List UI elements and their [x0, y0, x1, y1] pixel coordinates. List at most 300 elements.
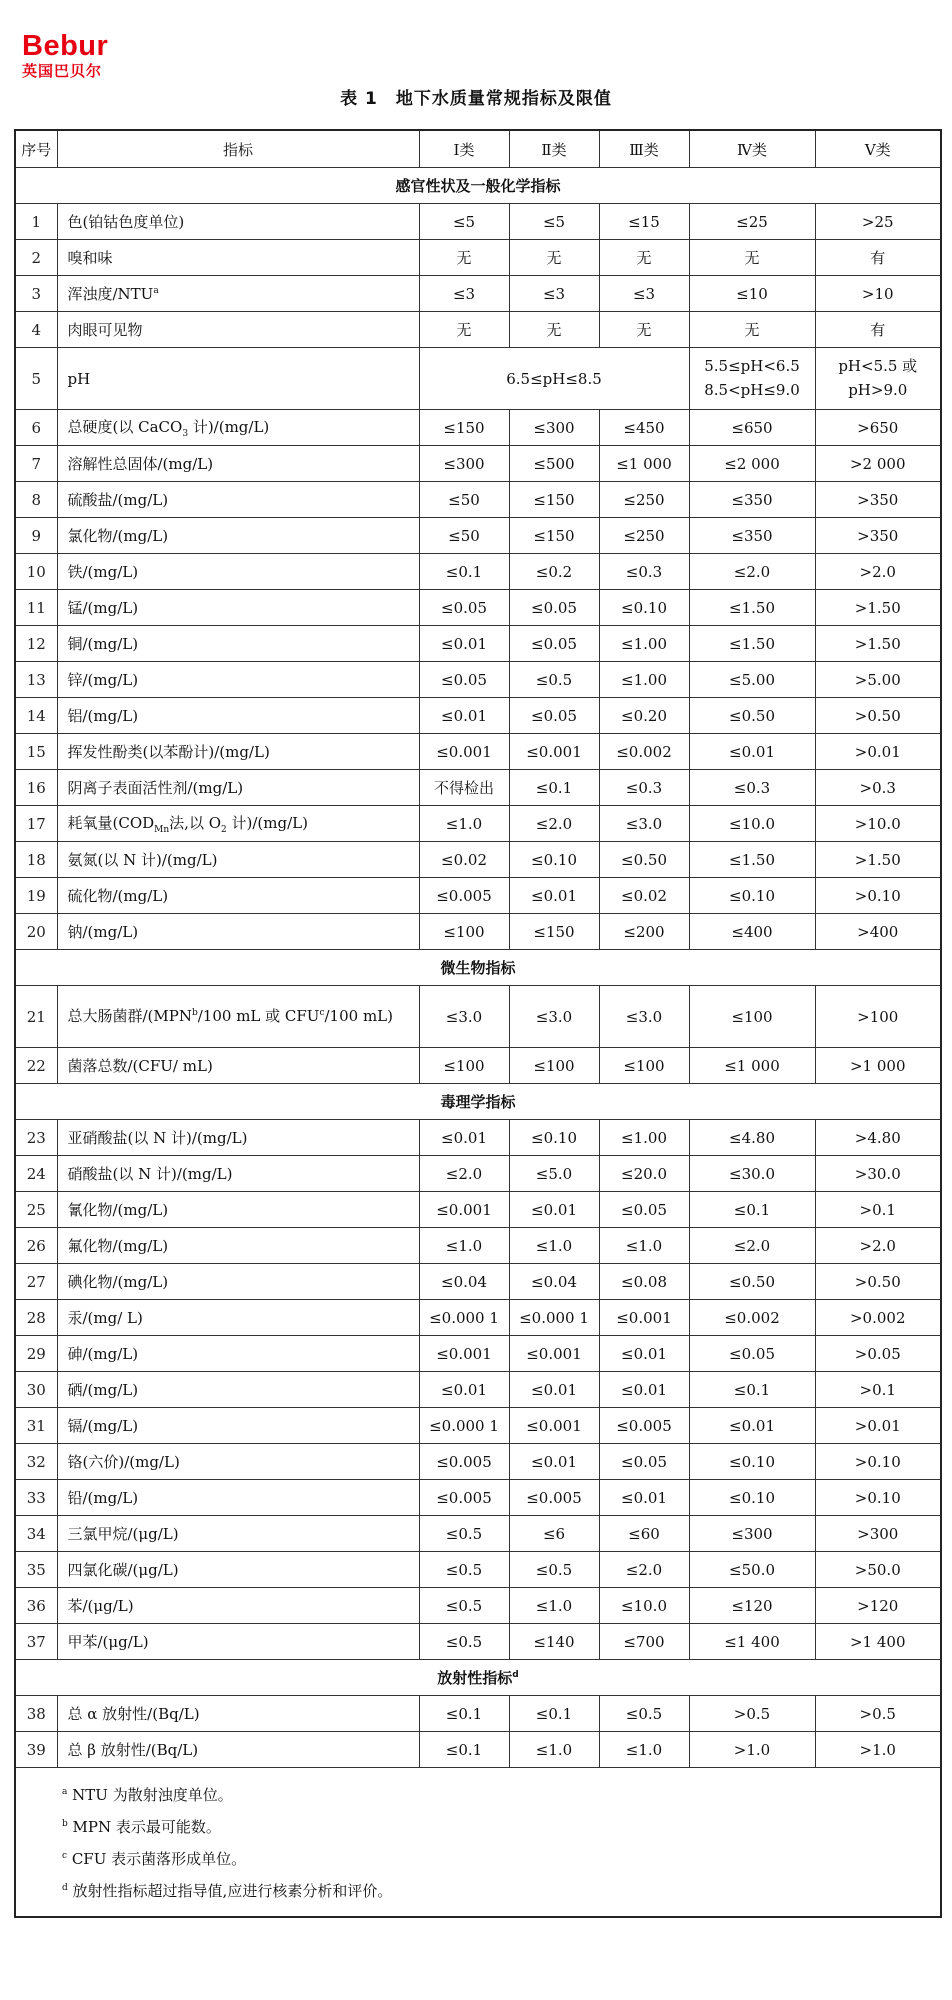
limit-class-1: ≤300: [419, 446, 509, 482]
limit-class-1: ≤100: [419, 1048, 509, 1084]
limit-class-4: ≤25: [689, 204, 815, 240]
limit-line: 8.5<pH≤9.0: [704, 380, 800, 399]
limit-class-4: ≤0.3: [689, 770, 815, 806]
limit-class-4: ≤120: [689, 1588, 815, 1624]
limit-class-1: ≤0.005: [419, 878, 509, 914]
limit-class-2: ≤0.5: [509, 1552, 599, 1588]
indicator-name: [57, 986, 419, 1048]
limit-class-5: >1.0: [815, 1732, 941, 1768]
indicator-name: [57, 482, 419, 518]
limit-class-2: ≤0.2: [509, 554, 599, 590]
limit-class-1: ≤0.04: [419, 1264, 509, 1300]
limit-class-3: ≤10.0: [599, 1588, 689, 1624]
indicator-name: [57, 1228, 419, 1264]
limit-class-2: ≤150: [509, 518, 599, 554]
indicator-text: 总大肠菌群/(MPN: [67, 1006, 192, 1025]
limit-class-5: 有: [815, 240, 941, 276]
limit-class-4: 无: [689, 240, 815, 276]
limit-class-4: ≤0.1: [689, 1372, 815, 1408]
indicator-text: 苯/(μg/L): [67, 1597, 134, 1615]
indicator-name: [57, 276, 419, 312]
limit-class-5: >2.0: [815, 1228, 941, 1264]
limit-class-3: ≤3.0: [599, 806, 689, 842]
indicator-text: 砷/(mg/L): [67, 1345, 139, 1363]
limit-class-2: ≤0.05: [509, 698, 599, 734]
indicator-name: [57, 1048, 419, 1084]
indicator-name: [57, 240, 419, 276]
table-row: [15, 1300, 941, 1336]
indicator-text: 总 α 放射性/(Bq/L): [67, 1705, 200, 1723]
table-row: [15, 1516, 941, 1552]
limit-class-3: ≤2.0: [599, 1552, 689, 1588]
limit-class-5: >300: [815, 1516, 941, 1552]
limit-class-3: ≤0.3: [599, 554, 689, 590]
section-header: [15, 1660, 941, 1696]
limit-class-4: ≤0.002: [689, 1300, 815, 1336]
limit-class-1: ≤0.000 1: [419, 1408, 509, 1444]
section-title: [15, 1660, 941, 1696]
limit-class-4: ≤0.10: [689, 1480, 815, 1516]
limit-class-3: ≤0.08: [599, 1264, 689, 1300]
limit-class-3: ≤200: [599, 914, 689, 950]
limit-class-3: ≤0.05: [599, 1444, 689, 1480]
groundwater-quality-table: [14, 129, 942, 1918]
limit-class-5: 有: [815, 312, 941, 348]
table-row: [15, 698, 941, 734]
limit-class-4: ≤1 000: [689, 1048, 815, 1084]
indicator-text: 锌/(mg/L): [67, 671, 139, 689]
indicator-name: [57, 1192, 419, 1228]
row-seq: 37: [15, 1624, 57, 1660]
limit-class-3: ≤0.01: [599, 1336, 689, 1372]
indicator-name: [57, 914, 419, 950]
indicator-text: 亚硝酸盐(以 N 计)/(mg/L): [67, 1129, 248, 1147]
indicator-name: [57, 1120, 419, 1156]
row-seq: 19: [15, 878, 57, 914]
limit-class-2: ≤1.0: [509, 1228, 599, 1264]
indicator-name: [57, 806, 419, 842]
indicator-text: 总硬度(以 CaCO: [67, 418, 183, 436]
indicator-name: [57, 698, 419, 734]
limit-class-1: ≤0.1: [419, 1696, 509, 1732]
limit-class-4: 无: [689, 312, 815, 348]
indicator-name: [57, 1300, 419, 1336]
indicator-text: 镉/(mg/L): [67, 1417, 139, 1435]
table-row: [15, 1408, 941, 1444]
limit-class-2: ≤0.000 1: [509, 1300, 599, 1336]
limit-class-5: >400: [815, 914, 941, 950]
limit-class-5: >50.0: [815, 1552, 941, 1588]
indicator-name: [57, 1588, 419, 1624]
row-seq: 31: [15, 1408, 57, 1444]
note: [62, 1842, 940, 1874]
indicator-text: 硝酸盐(以 N 计)/(mg/L): [67, 1165, 233, 1183]
indicator-name: [57, 734, 419, 770]
limit-class-3: ≤20.0: [599, 1156, 689, 1192]
limit-class-4: [689, 348, 815, 410]
row-seq: 16: [15, 770, 57, 806]
note-text: NTU 为散射浊度单位。: [72, 1786, 233, 1804]
table-row: [15, 806, 941, 842]
table-number: 表 1: [340, 89, 378, 109]
table-row: [15, 1444, 941, 1480]
limit-class-2: ≤0.05: [509, 590, 599, 626]
row-seq: 38: [15, 1696, 57, 1732]
limit-class-5: >350: [815, 482, 941, 518]
table-row: [15, 554, 941, 590]
limit-class-3: ≤1.0: [599, 1732, 689, 1768]
limit-class-1: ≤0.001: [419, 734, 509, 770]
table-row: [15, 1336, 941, 1372]
indicator-text: 溶解性总固体/(mg/L): [67, 455, 214, 473]
header-indicator: 指标: [57, 130, 419, 168]
limit-class-4: ≤650: [689, 410, 815, 446]
table-row: [15, 1732, 941, 1768]
limit-class-2: ≤1.0: [509, 1732, 599, 1768]
indicator-text: 三氯甲烷/(μg/L): [67, 1525, 179, 1543]
limit-class-1: ≤0.001: [419, 1192, 509, 1228]
row-seq: 39: [15, 1732, 57, 1768]
row-seq: 21: [15, 986, 57, 1048]
row-seq: 23: [15, 1120, 57, 1156]
limit-class-1: ≤3: [419, 276, 509, 312]
row-seq: 22: [15, 1048, 57, 1084]
indicator-text: 挥发性酚类(以苯酚计)/(mg/L): [67, 743, 270, 761]
row-seq: 24: [15, 1156, 57, 1192]
indicator-name: [57, 626, 419, 662]
indicator-name: [57, 312, 419, 348]
limit-class-3: ≤250: [599, 482, 689, 518]
note-mark: a: [62, 1787, 68, 1797]
header-row: [15, 130, 941, 168]
section-title: [15, 950, 941, 986]
row-seq: 6: [15, 410, 57, 446]
limit-class-3: ≤0.3: [599, 770, 689, 806]
section-header: [15, 950, 941, 986]
limit-class-1: ≤2.0: [419, 1156, 509, 1192]
indicator-text: 铝/(mg/L): [67, 707, 139, 725]
table-row: [15, 1480, 941, 1516]
table-row: [15, 518, 941, 554]
limit-class-5: >0.01: [815, 1408, 941, 1444]
indicator-text: 氨氮(以 N 计)/(mg/L): [67, 851, 218, 869]
indicator-name: [57, 446, 419, 482]
footnote-mark: b: [191, 1007, 198, 1018]
limit-class-1: ≤1.0: [419, 1228, 509, 1264]
limit-class-5: >0.05: [815, 1336, 941, 1372]
limit-class-4: ≤100: [689, 986, 815, 1048]
section-header: [15, 1084, 941, 1120]
table-row: [15, 312, 941, 348]
indicator-name: [57, 518, 419, 554]
limit-class-4: ≤1.50: [689, 626, 815, 662]
limit-class-2: ≤0.005: [509, 1480, 599, 1516]
limit-class-4: ≤0.01: [689, 734, 815, 770]
limit-class-4: ≤1.50: [689, 590, 815, 626]
note-text: CFU 表示菌落形成单位。: [71, 1850, 247, 1868]
limit-class-2: ≤0.01: [509, 1444, 599, 1480]
limit-class-1: ≤0.01: [419, 1120, 509, 1156]
limit-class-5: >2.0: [815, 554, 941, 590]
limit-class-4: ≤1.50: [689, 842, 815, 878]
row-seq: 26: [15, 1228, 57, 1264]
limit-class-5: [815, 348, 941, 410]
note: [62, 1778, 940, 1810]
limit-class-1: ≤0.01: [419, 626, 509, 662]
limit-class-4: ≤350: [689, 482, 815, 518]
table-row: [15, 410, 941, 446]
limit-class-3: ≤60: [599, 1516, 689, 1552]
limit-class-3: 无: [599, 312, 689, 348]
row-seq: 8: [15, 482, 57, 518]
limit-class-4: ≤0.10: [689, 878, 815, 914]
row-seq: 30: [15, 1372, 57, 1408]
limit-class-4: >0.5: [689, 1696, 815, 1732]
limit-class-3: ≤0.5: [599, 1696, 689, 1732]
indicator-name: [57, 1480, 419, 1516]
indicator-text: 嗅和味: [67, 249, 113, 267]
limit-class-3: ≤0.005: [599, 1408, 689, 1444]
indicator-name: [57, 554, 419, 590]
limit-class-3: ≤450: [599, 410, 689, 446]
indicator-text: 铜/(mg/L): [67, 635, 139, 653]
note: [62, 1810, 940, 1842]
limit-class-5: >0.01: [815, 734, 941, 770]
row-seq: 5: [15, 348, 57, 410]
limit-class-4: ≤10.0: [689, 806, 815, 842]
row-seq: 9: [15, 518, 57, 554]
limit-class-3: ≤1.0: [599, 1228, 689, 1264]
limit-class-4: ≤5.00: [689, 662, 815, 698]
limit-class-2: ≤5.0: [509, 1156, 599, 1192]
limit-class-4: ≤0.01: [689, 1408, 815, 1444]
limit-class-2: ≤0.1: [509, 770, 599, 806]
table-row: [15, 276, 941, 312]
limit-class-4: ≤0.50: [689, 698, 815, 734]
indicator-text: 硫酸盐/(mg/L): [67, 491, 169, 509]
limit-line: pH<5.5 或: [838, 357, 918, 376]
notes-row: [15, 1768, 941, 1918]
limit-class-5: >1.50: [815, 626, 941, 662]
indicator-text: 菌落总数/(CFU/ mL): [67, 1057, 213, 1075]
limit-line: 5.5≤pH<6.5: [704, 357, 800, 376]
row-seq: 18: [15, 842, 57, 878]
indicator-text: 甲苯/(μg/L): [67, 1633, 149, 1651]
section-title-text: 微生物指标: [440, 959, 516, 977]
note-mark: c: [62, 1851, 68, 1861]
row-seq: 17: [15, 806, 57, 842]
row-seq: 2: [15, 240, 57, 276]
row-seq: 33: [15, 1480, 57, 1516]
limit-class-2: ≤0.01: [509, 1372, 599, 1408]
limit-class-2: ≤3.0: [509, 986, 599, 1048]
indicator-name: [57, 770, 419, 806]
indicator-text: 法,以 O: [169, 814, 222, 832]
limit-class-2: ≤140: [509, 1624, 599, 1660]
limit-class-4: ≤4.80: [689, 1120, 815, 1156]
limit-class-3: ≤1.00: [599, 662, 689, 698]
table-row: [15, 626, 941, 662]
indicator-text: 肉眼可见物: [67, 321, 143, 339]
indicator-name: [57, 1336, 419, 1372]
limit-class-4: ≤2.0: [689, 554, 815, 590]
limit-class-1: ≤3.0: [419, 986, 509, 1048]
indicator-name: [57, 590, 419, 626]
limit-class-1: ≤150: [419, 410, 509, 446]
limit-class-5: >0.1: [815, 1372, 941, 1408]
note-text: MPN 表示最可能数。: [72, 1818, 221, 1836]
limit-class-2: 无: [509, 312, 599, 348]
limit-class-5: >5.00: [815, 662, 941, 698]
limit-class-2: ≤0.5: [509, 662, 599, 698]
indicator-text: 汞/(mg/ L): [67, 1309, 143, 1327]
indicator-name: [57, 348, 419, 410]
row-seq: 10: [15, 554, 57, 590]
notes-cell: [15, 1768, 941, 1918]
table-row: [15, 204, 941, 240]
limit-class-5: >350: [815, 518, 941, 554]
limit-class-5: >0.3: [815, 770, 941, 806]
indicator-text: /100 mL 或 CFU: [197, 1006, 320, 1025]
limit-class-2: ≤2.0: [509, 806, 599, 842]
indicator-text: 铬(六价)/(mg/L): [67, 1453, 180, 1471]
limit-class-2: ≤0.10: [509, 842, 599, 878]
indicator-name: [57, 1372, 419, 1408]
limit-class-5: >30.0: [815, 1156, 941, 1192]
limit-class-4: ≤0.05: [689, 1336, 815, 1372]
limit-class-1: ≤0.000 1: [419, 1300, 509, 1336]
indicator-text: 锰/(mg/L): [67, 599, 139, 617]
footnote-mark: a: [153, 286, 159, 296]
indicator-name: [57, 1156, 419, 1192]
row-seq: 32: [15, 1444, 57, 1480]
limit-class-4: ≤2 000: [689, 446, 815, 482]
table-title-text: 地下水质量常规指标及限值: [395, 89, 612, 109]
limit-class-3: 无: [599, 240, 689, 276]
table-row: [15, 914, 941, 950]
limit-class-5: >1 400: [815, 1624, 941, 1660]
row-seq: 4: [15, 312, 57, 348]
row-seq: 25: [15, 1192, 57, 1228]
limit-class-3: ≤1.00: [599, 626, 689, 662]
table-row: [15, 240, 941, 276]
row-seq: 14: [15, 698, 57, 734]
indicator-text: 四氯化碳/(μg/L): [67, 1561, 179, 1579]
limit-class-1: ≤0.005: [419, 1444, 509, 1480]
header-class-2: Ⅱ类: [509, 130, 599, 168]
limit-class-1: ≤50: [419, 482, 509, 518]
limit-class-5: >0.10: [815, 878, 941, 914]
limit-class-5: >0.002: [815, 1300, 941, 1336]
indicator-name: [57, 878, 419, 914]
row-seq: 3: [15, 276, 57, 312]
row-seq: 35: [15, 1552, 57, 1588]
table-row: [15, 1264, 941, 1300]
limit-class-1: ≤50: [419, 518, 509, 554]
indicator-text: 铁/(mg/L): [67, 563, 139, 581]
limit-class-1: ≤0.5: [419, 1624, 509, 1660]
limit-class-1: ≤0.001: [419, 1336, 509, 1372]
limit-line: pH>9.0: [848, 380, 908, 399]
indicator-text: 钠/(mg/L): [67, 923, 139, 941]
limit-class-3: ≤0.01: [599, 1480, 689, 1516]
limit-class-4: ≤30.0: [689, 1156, 815, 1192]
table-row: [15, 662, 941, 698]
limit-class-5: >100: [815, 986, 941, 1048]
table-row: [15, 1588, 941, 1624]
limit-class-4: ≤0.1: [689, 1192, 815, 1228]
note: [62, 1874, 940, 1906]
subscript: 3: [182, 429, 189, 439]
limit-class-4: ≤0.50: [689, 1264, 815, 1300]
header-class-1: Ⅰ类: [419, 130, 509, 168]
indicator-text: 耗氧量(COD: [67, 814, 155, 832]
limit-class-5: >2 000: [815, 446, 941, 482]
table-row: [15, 1048, 941, 1084]
limit-class-5: >0.1: [815, 1192, 941, 1228]
indicator-text: 计)/(mg/L): [188, 418, 270, 436]
limit-class-4: ≤1 400: [689, 1624, 815, 1660]
section-header: [15, 168, 941, 204]
limit-class-1: ≤0.01: [419, 1372, 509, 1408]
limit-class-2: ≤0.001: [509, 734, 599, 770]
row-seq: 29: [15, 1336, 57, 1372]
limit-class-2: ≤0.05: [509, 626, 599, 662]
table-row: [15, 446, 941, 482]
limit-class-2: 无: [509, 240, 599, 276]
limit-class-5: >0.10: [815, 1480, 941, 1516]
limit-class-4: ≤350: [689, 518, 815, 554]
indicator-text: 计)/(mg/L): [226, 814, 308, 832]
row-seq: 15: [15, 734, 57, 770]
limit-class-2: ≤0.1: [509, 1696, 599, 1732]
indicator-text: 总 β 放射性/(Bq/L): [67, 1741, 199, 1759]
limit-class-1: ≤0.01: [419, 698, 509, 734]
limit-class-3: ≤100: [599, 1048, 689, 1084]
indicator-name: [57, 1732, 419, 1768]
table-row: [15, 734, 941, 770]
limit-class-2: ≤0.01: [509, 1192, 599, 1228]
table-row: [15, 1696, 941, 1732]
indicator-text: 硒/(mg/L): [67, 1381, 139, 1399]
limit-class-2: ≤1.0: [509, 1588, 599, 1624]
note-mark: d: [62, 1883, 68, 1893]
table-row: [15, 842, 941, 878]
row-seq: 12: [15, 626, 57, 662]
limit-class-5: >650: [815, 410, 941, 446]
table-row: [15, 1372, 941, 1408]
limit-class-3: ≤700: [599, 1624, 689, 1660]
limit-class-3: ≤0.05: [599, 1192, 689, 1228]
limit-class-1-3: 6.5≤pH≤8.5: [419, 348, 689, 410]
table-row: [15, 348, 941, 410]
limit-class-2: ≤6: [509, 1516, 599, 1552]
limit-class-5: >0.50: [815, 1264, 941, 1300]
limit-class-1: ≤0.5: [419, 1588, 509, 1624]
limit-class-5: >4.80: [815, 1120, 941, 1156]
row-seq: 13: [15, 662, 57, 698]
limit-class-2: ≤3: [509, 276, 599, 312]
limit-class-1: ≤0.05: [419, 662, 509, 698]
logo-cn: 英国巴贝尔: [22, 62, 103, 80]
section-title-text: 放射性指标: [437, 1669, 513, 1687]
limit-class-3: ≤1.00: [599, 1120, 689, 1156]
limit-class-4: ≤10: [689, 276, 815, 312]
limit-class-4: ≤2.0: [689, 1228, 815, 1264]
indicator-name: [57, 1264, 419, 1300]
limit-class-3: ≤3.0: [599, 986, 689, 1048]
indicator-name: [57, 1696, 419, 1732]
